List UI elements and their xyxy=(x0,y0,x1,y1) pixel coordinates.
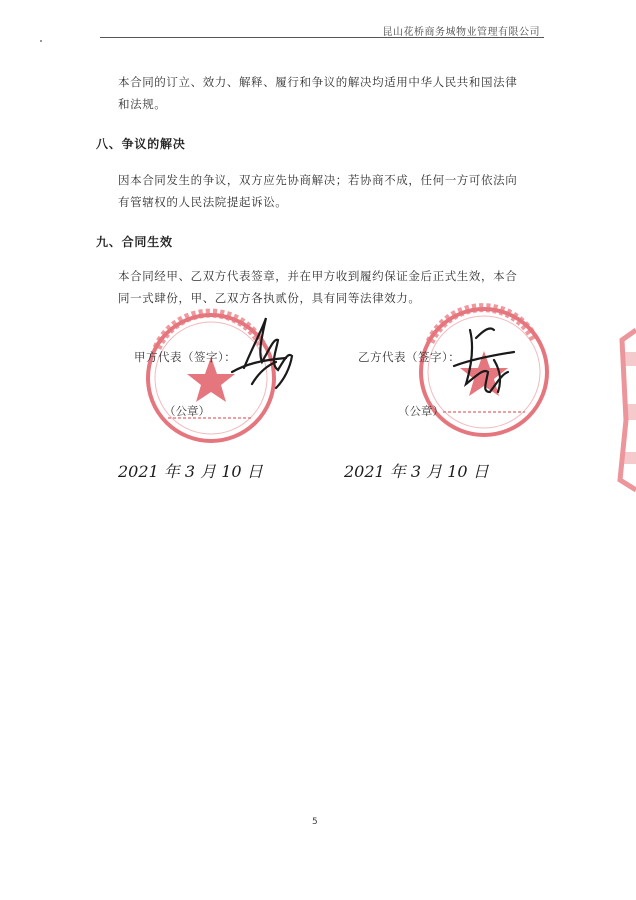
page-number: 5 xyxy=(312,817,318,827)
paragraph-line: 本合同的订立、效力、解释、履行和争议的解决均适用中华人民共和国法律 xyxy=(118,75,518,89)
paragraph-line: 和法规。 xyxy=(118,97,167,111)
party-b-signature-label: 乙方代表（签字）： xyxy=(358,350,461,364)
header-company-name: 昆山花桥商务城物业管理有限公司 xyxy=(382,27,540,38)
section-heading-effect: 九、合同生效 xyxy=(96,235,173,249)
paragraph-line: 有管辖权的人民法院提起诉讼。 xyxy=(118,195,288,209)
paragraph-line: 同一式肆份，甲、乙双方各执贰份，具有同等法律效力。 xyxy=(118,291,421,305)
section-heading-dispute: 八、争议的解决 xyxy=(96,137,186,151)
party-a-sign-date: 2021 年 3 月 10 日 xyxy=(118,462,263,481)
party-b-sign-date: 2021 年 3 月 10 日 xyxy=(344,462,489,481)
paragraph-line: 因本合同发生的争议，双方应先协商解决；若协商不成，任何一方可依法向 xyxy=(118,173,518,187)
paragraph-line: 本合同经甲、乙双方代表签章，并在甲方收到履约保证金后正式生效，本合 xyxy=(118,269,518,283)
party-a-seal xyxy=(148,313,274,441)
party-a-signature-label: 甲方代表（签字）： xyxy=(134,350,237,364)
party-b-seal-label: （公章） xyxy=(398,404,444,418)
party-a-seal-label: （公章） xyxy=(164,404,210,418)
edge-seal-fragment xyxy=(620,330,636,490)
party-a-signature xyxy=(232,318,292,388)
